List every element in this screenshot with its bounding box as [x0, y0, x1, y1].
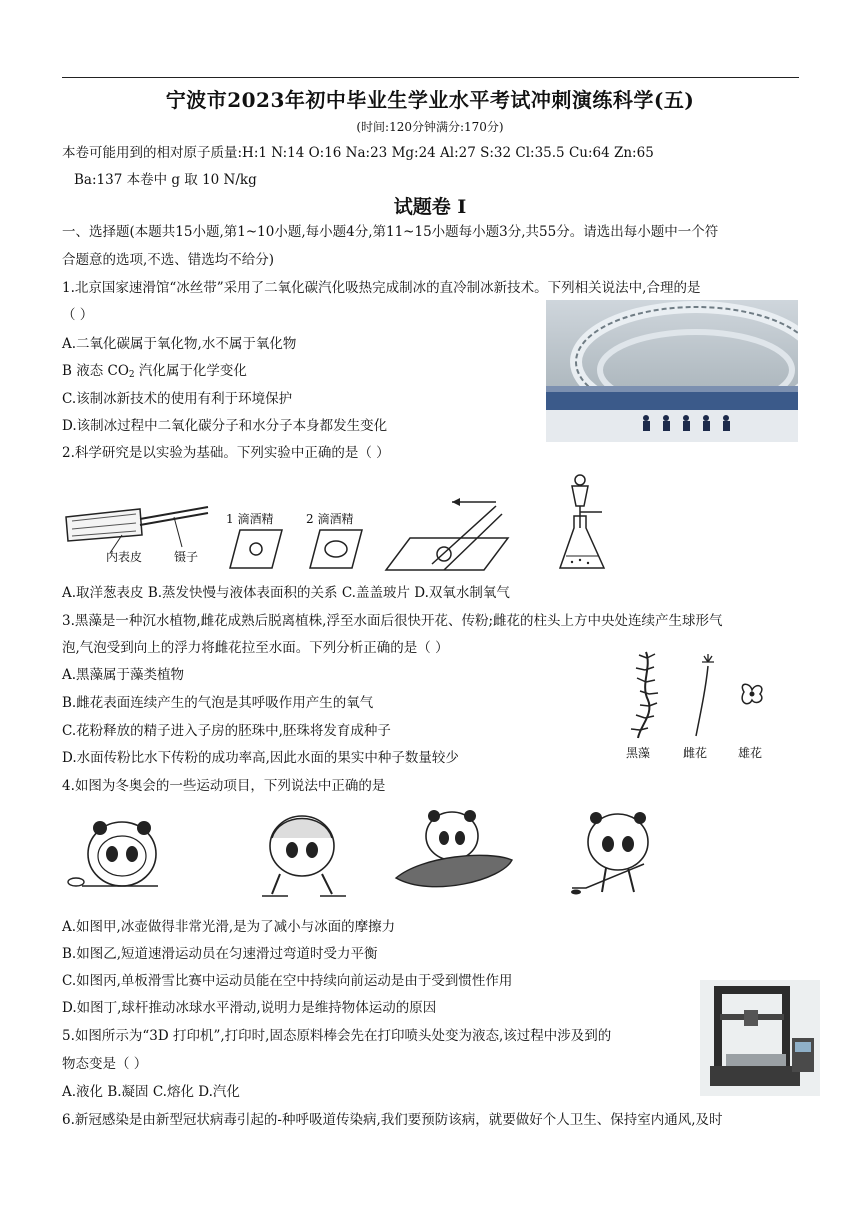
q4-stem: 4.如图为冬奥会的一些运动项目，下列说法中正确的是	[62, 778, 386, 794]
label-tweezers: 镊子	[174, 550, 199, 564]
q1-stem: 1.北京国家速滑馆“冰丝带”采用了二氧化碳汽化吸热完成制冰的直冷制冰新技术。下列相关说法中,合理的是	[62, 280, 701, 296]
q3-stem-line-2: 泡,气泡受到向上的浮力将雌花拉至水面。下列分析正确的是（ ）	[62, 640, 449, 656]
section-title: 试题卷 I	[393, 196, 467, 218]
q2-stem: 2.科学研究是以实验为基础。下列实验中正确的是（ ）	[62, 445, 390, 461]
label-female-flower: 雌花	[683, 746, 708, 760]
q5-stem-line-2: 物态变是（ ）	[62, 1056, 148, 1072]
q3-option-d: D.水面传粉比水下传粉的成功率高,因此水面的果实中种子数量较少	[62, 750, 459, 766]
panda-curling-figure	[62, 810, 180, 900]
q6-stem-line-1: 6.新冠感染是由新型冠状病毒引起的-种呼吸道传染病,我们要预防该病，就要做好个人卫生、保持室内通风,及时	[62, 1112, 723, 1128]
3d-printer-photo	[700, 980, 820, 1096]
q1-option-d: D.该制冰过程中二氧化碳分子和水分子本身都发生变化	[62, 418, 388, 434]
q3-option-a: A.黑藻属于藻类植物	[62, 667, 185, 683]
q4-option-c: C.如图丙,单板滑雪比赛中运动员能在空中持续向前运动是由于受到惯性作用	[62, 973, 513, 989]
exam-subtitle: (时间:120分钟满分:170分)	[356, 120, 504, 134]
evaporation-figure	[226, 526, 376, 572]
label-hydrilla: 黑藻	[626, 746, 651, 760]
q3-stem-line-1: 3.黑藻是一种沉水植物,雌花成熟后脱离植株,浮至水面后很快开花、传粉;雌花的柱头上方中央处连续产生球形气	[62, 613, 723, 629]
q5-stem-line-1: 5.如图所示为“3D 打印机”,打印时,固态原料棒会先在打印喷头处变为液态,该过程中涉及到的	[62, 1028, 612, 1044]
label-two-drops-alcohol: 2 滴酒精	[306, 512, 354, 526]
label-inner-epidermis: 内表皮	[106, 550, 143, 564]
instructions-line-1: 一、选择题(本题共15小题,第1~10小题,每小题4分,第11~15小题每小题3分,共55分。请选出每小题中一个符	[62, 224, 719, 240]
atomic-masses-line-2: Ba:137 本卷中 g 取 10 N/kg	[74, 172, 257, 188]
q5-options: A.液化 B.凝固 C.熔化 D.汽化	[62, 1084, 240, 1100]
cover-slip-figure	[384, 494, 510, 574]
top-rule	[62, 77, 799, 78]
exam-title: 宁波市2023年初中毕业生学业水平考试冲刺演练科学(五)	[165, 88, 695, 112]
q3-option-c: C.花粉释放的精子进入子房的胚珠中,胚珠将发育成种子	[62, 723, 391, 739]
hydrilla-flower-figure	[618, 646, 778, 742]
atomic-masses-line: 本卷可能用到的相对原子质量:H:1 N:14 O:16 Na:23 Mg:24 Al:27 S:32 Cl:35.5 Cu:64 Zn:65	[62, 145, 654, 161]
q4-option-a: A.如图甲,冰壶做得非常光滑,是为了减小与冰面的摩擦力	[62, 919, 396, 935]
label-one-drop-alcohol: 1 滴酒精	[226, 512, 274, 526]
q1-option-c: C.该制冰新技术的使用有利于环境保护	[62, 391, 293, 407]
panda-ice-hockey-figure	[566, 808, 670, 900]
ice-ribbon-stadium-photo	[546, 300, 798, 442]
q4-option-b: B.如图乙,短道速滑运动员在匀速滑过弯道时受力平衡	[62, 946, 378, 962]
q3-option-b: B.雌花表面连续产生的气泡是其呼吸作用产生的氧气	[62, 695, 374, 711]
q1-answer-bracket: （ ）	[62, 307, 94, 323]
instructions-line-2: 合题意的选项,不选、错选均不给分)	[62, 252, 275, 268]
oxygen-apparatus-figure	[558, 472, 608, 574]
panda-speed-skating-figure	[250, 808, 350, 900]
q4-option-d: D.如图丁,球杆推动冰球水平滑动,说明力是维持物体运动的原因	[62, 1000, 437, 1016]
q2-options: A.取洋葱表皮 B.蒸发快慢与液体表面积的关系 C.盖盖玻片 D.双氧水制氧气	[62, 585, 510, 601]
panda-snowboard-figure	[392, 806, 516, 902]
q1-option-b: B 液态 $CO_2$ 汽化属于化学变化	[62, 363, 247, 380]
q1-option-a: A.二氧化碳属于氧化物,水不属于氧化物	[62, 336, 297, 352]
label-male-flower: 雄花	[738, 746, 763, 760]
